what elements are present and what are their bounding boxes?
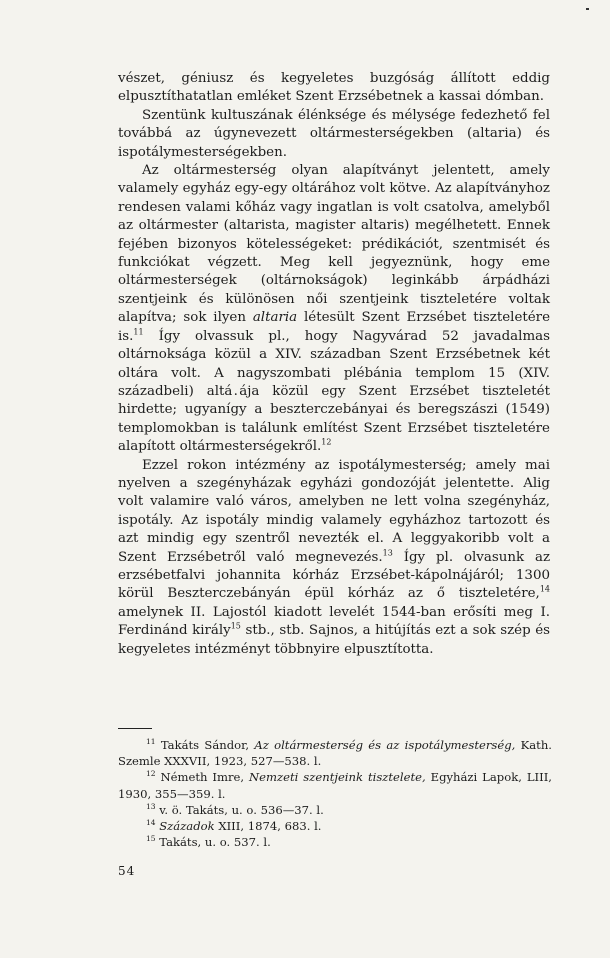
print-speck <box>586 8 589 10</box>
footnote-14 <box>118 818 552 834</box>
footnote-ref-12[interactable]: 12 <box>321 437 332 447</box>
paragraph-4-text-a: Ezzel rokon intézmény az ispotálymesterség; amely mai nyelven a szegényházak egyházi gondozóját jelentette. Alig volt valamire való város, amelyben ne lett volna szegényház, ispotály. Az ispotály mindig valamely egyházhoz tartozott és azt mindig egy szentről nevezték el. A leggyakoribb volt a Szent Erzsébetről való megnevezés. <box>118 457 550 565</box>
footnote-12-author: Németh Imre, <box>155 770 250 785</box>
footnote-14-title: Századok <box>159 819 215 834</box>
paragraph-2 <box>118 107 550 162</box>
footnote-12-number: 12 <box>146 769 156 779</box>
paragraph-4-text-d: stb., stb. Sajnos, a hitújítás ezt a sok szép és kegyeletes intézményt többnyire elpusztította. <box>118 623 550 657</box>
footnote-15-number: 15 <box>146 834 156 844</box>
footnote-11-source: Kath. Szemle XXXVII, 1923, 527—538. l. <box>118 738 552 769</box>
paragraph-3-text-c: Így olvassuk pl., hogy Nagyvárad 52 javadalmas oltárnoksága közül a XIV. században Szent Erzsébetnek két oltára volt. A nagyszombati plébánia templom 15 (XIV. századbeli) altá . ája közül egy Szent Erzsébet tiszteletét hirdette; ugyanígy a beszterczebányai és beregszászi (1549) templomokban is találunk említést Szent Erzsébet tiszteletére alapított oltármesterségekről. <box>118 328 550 455</box>
footnotes <box>118 737 552 850</box>
footnote-13 <box>118 802 552 818</box>
paragraph-4 <box>118 457 550 659</box>
footnote-14-source: XIII, 1874, 683. l. <box>214 819 322 834</box>
footnote-11-number: 11 <box>146 737 156 747</box>
paragraph-1-text: vészet, géniusz és kegyeletes buzgóság állított eddig elpusztíthatatlan emléket Szent Erzsébetnek a kassai dómban. <box>118 71 550 105</box>
footnote-ref-15[interactable]: 15 <box>230 621 241 631</box>
footnote-15-text: Takáts, u. o. 537. l. <box>155 835 271 850</box>
footnote-13-number: 13 <box>146 801 156 811</box>
paragraph-4-text-c: amelynek II. Lajostól kiadott levelét 1544-ban erősíti meg I. Ferdinánd király <box>118 604 550 639</box>
footnote-ref-14[interactable]: 14 <box>539 584 550 594</box>
page-number: 54 <box>118 864 136 878</box>
footnote-14-number: 14 <box>146 818 156 828</box>
paragraph-2-text: Szentünk kultuszának élénksége és mélysége fedezhető fel továbbá az úgynevezett oltármesterségekben (altaria) és ispotálymesterségekben. <box>118 107 550 160</box>
footnote-ref-11[interactable]: 11 <box>133 327 144 337</box>
paragraph-3-text-b: létesült Szent Erzsébet tiszteletére is. <box>118 310 551 344</box>
footnote-13-text: v. ö. Takáts, u. o. 536—37. l. <box>155 802 324 817</box>
paragraph-3 <box>118 162 550 457</box>
footnote-11-author: Takáts Sándor, <box>155 738 255 752</box>
paragraph-4-text-b: Így pl. olvasunk az erzsébetfalvi johannita kórház Erzsébet-kápolnájáról; 1300 körül Beszterczebányán épül kórház az ő tiszteletére, <box>118 549 550 602</box>
paragraph-1 <box>118 70 550 107</box>
footnote-divider <box>118 728 152 729</box>
footnote-12-title: Nemzeti szentjeink tisztelete, <box>249 770 426 785</box>
altaria-italic: altaria <box>252 310 298 326</box>
footnote-ref-13[interactable]: 13 <box>382 548 393 558</box>
footnote-11-title: Az oltármesterség és az ispotálymesterség, <box>254 738 516 752</box>
main-text <box>118 70 550 659</box>
footnote-11 <box>118 737 552 769</box>
paragraph-3-text-a: Az oltármesterség olyan alapítványt jelentett, amely valamely egyház egy-egy oltárához volt kötve. Az alapítványhoz rendesen valami kőház vagy ingatlan is volt csatolva, amelyből az oltármester (altarista, magister altaris) megélhetett. Ennek fejében bizonyos kötelességeket: prédikációt, szentmisét és funkciókat végzett. Meg kell jegyeznünk, hogy eme oltármesterségek (oltárnokságok) leginkább árpádházi szentjeink és különösen női szentjeink tiszteletére voltak alapítva; sok ilyen <box>118 163 550 326</box>
footnote-12-source: Egyházi Lapok, LIII, 1930, 355—359. l. <box>118 770 552 801</box>
footnote-12 <box>118 769 552 801</box>
footnote-15 <box>118 834 552 850</box>
